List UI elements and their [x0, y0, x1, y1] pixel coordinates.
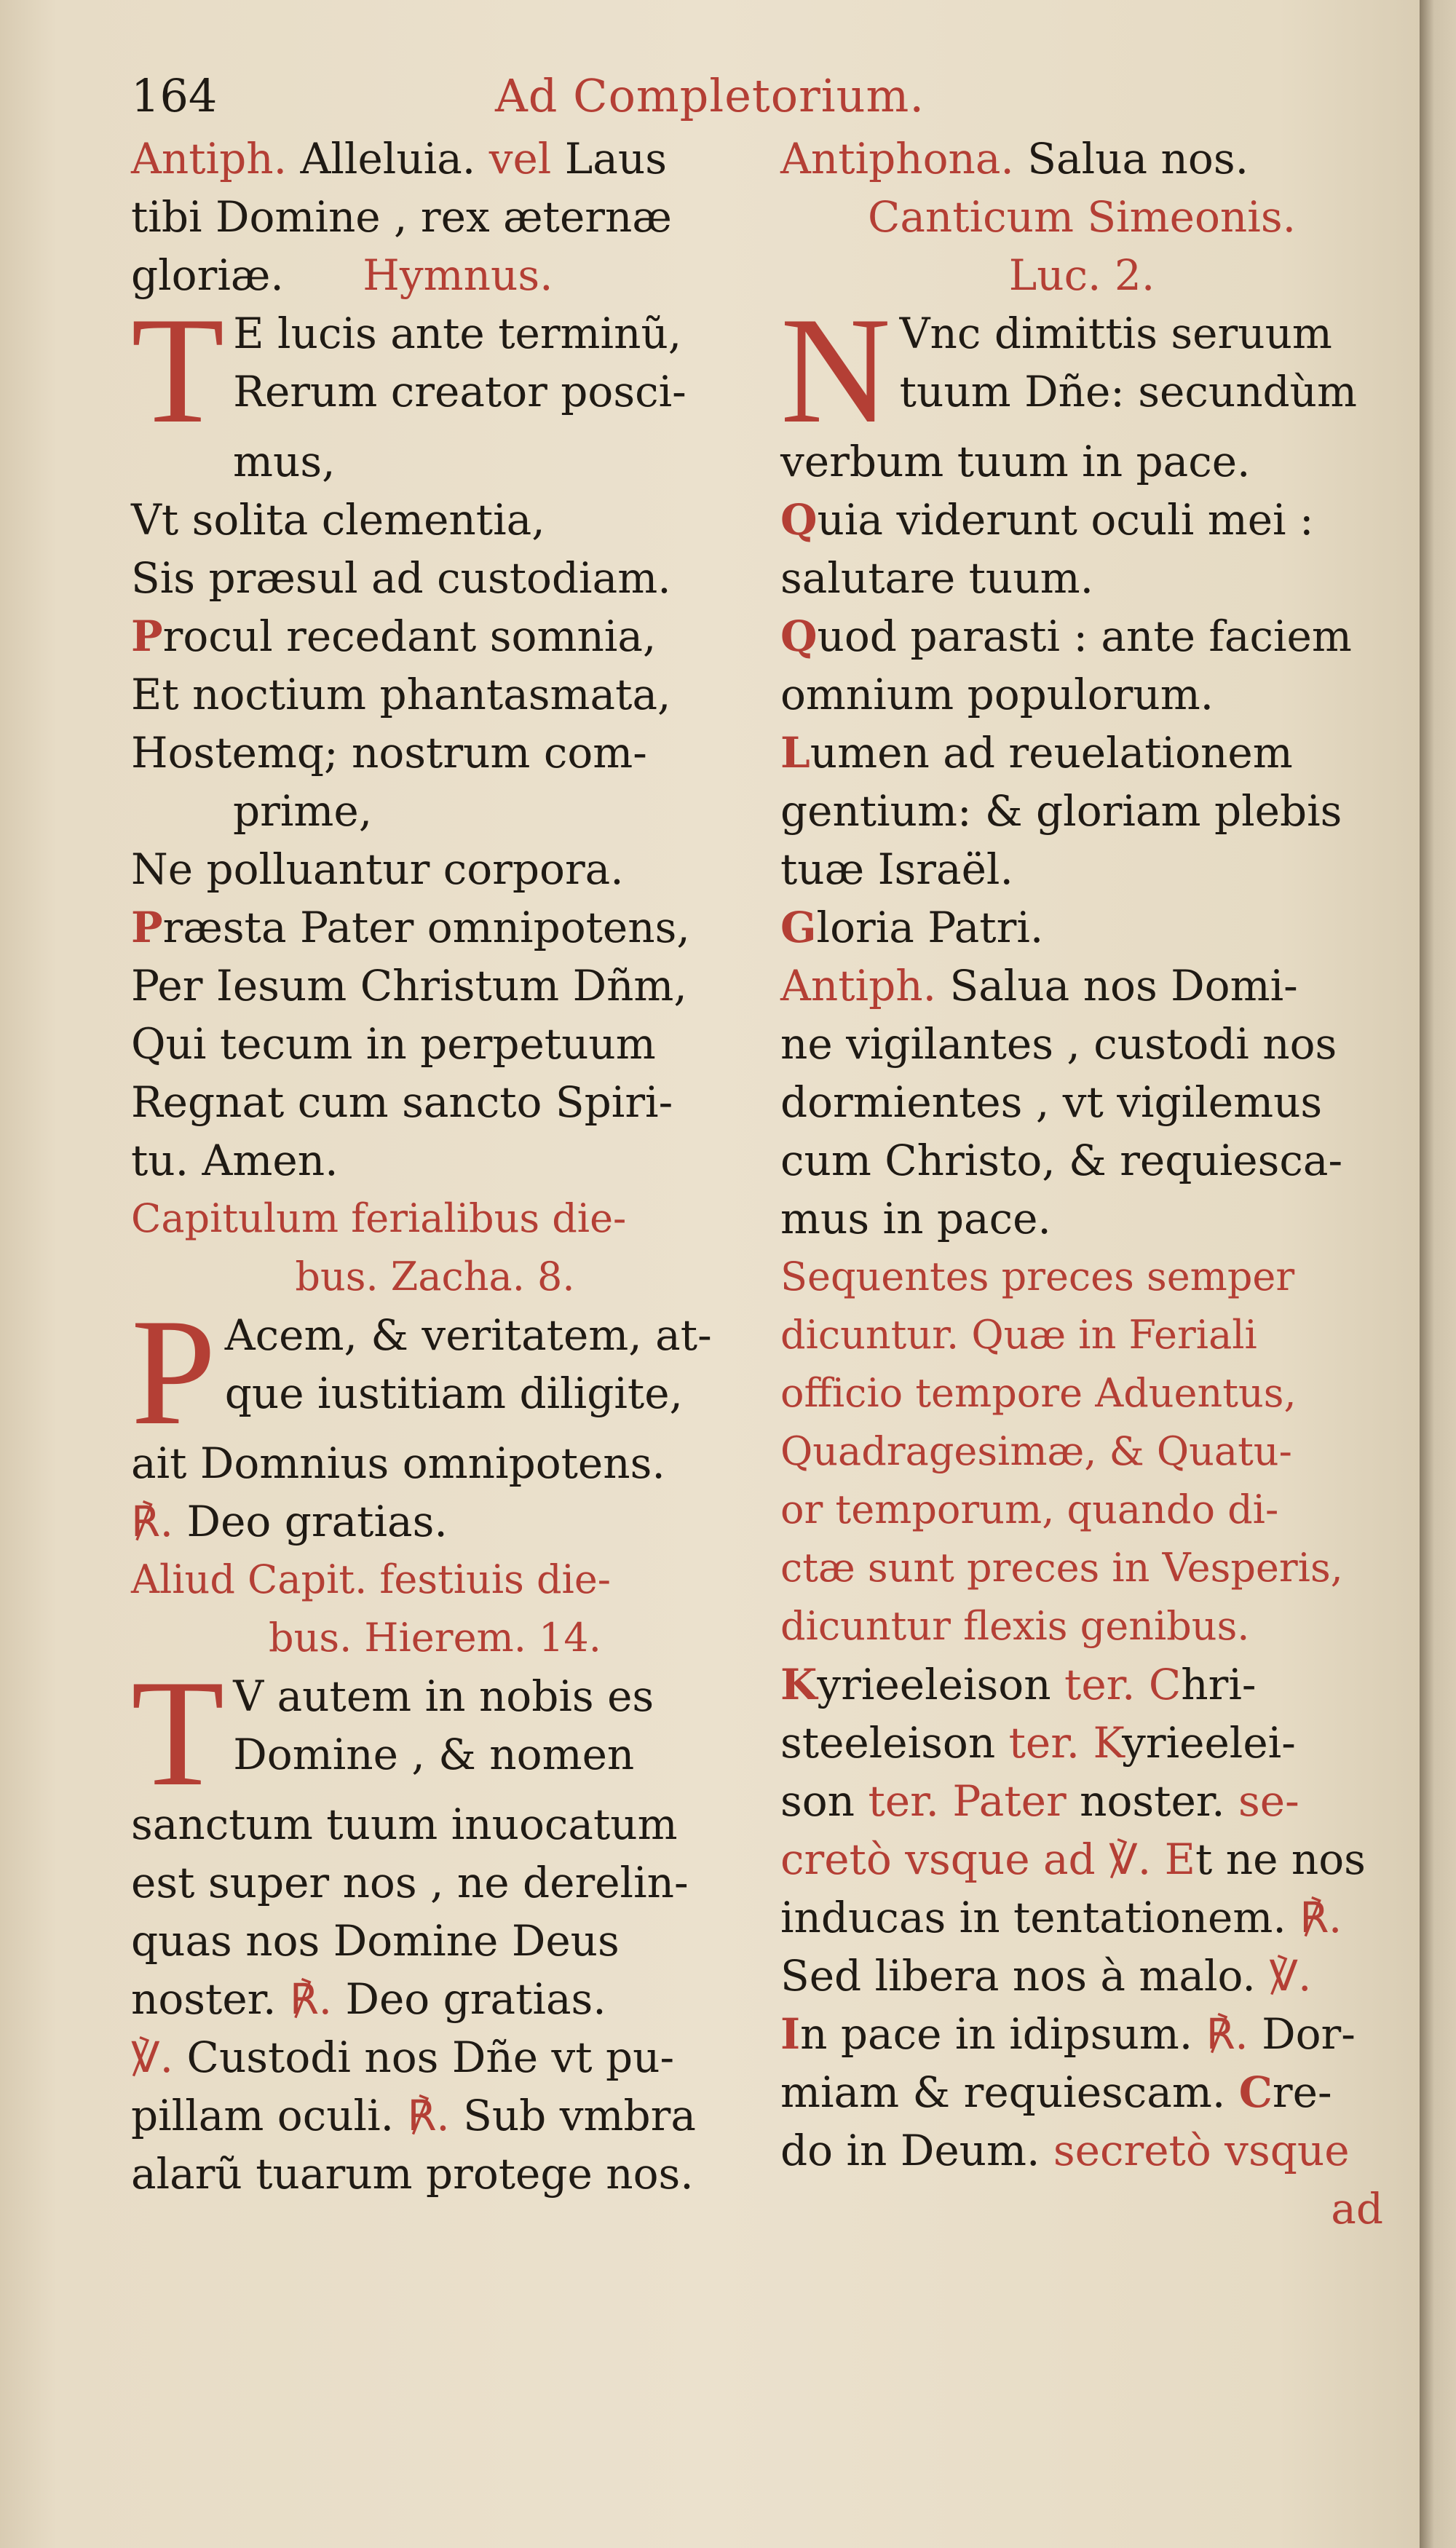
text-line: sanctum tuum inuocatum: [131, 1800, 678, 1849]
text-line: [780, 1655, 1383, 1714]
text-span: noster.: [1066, 1776, 1239, 1826]
chapter-heading: bus. Zacha. 8.: [295, 1254, 575, 1299]
text-line: tuum Dñe: secundùm: [899, 367, 1358, 416]
text-line: Rerum creator posci-: [233, 367, 687, 416]
text-line: [131, 246, 739, 304]
text-line: E lucis ante terminũ,: [233, 309, 682, 358]
text-line: ne vigilantes , custodi nos: [780, 1019, 1337, 1069]
text-line: Vt solita clementia,: [131, 495, 545, 545]
text-line: gentium: & gloriam plebis: [780, 786, 1342, 836]
text-line: Qui tecum in perpetuum: [131, 1019, 656, 1069]
adjacent-page-edge: [1420, 0, 1456, 2548]
text-line: [131, 130, 739, 188]
rubric-instruction: officio tempore Aduentus,: [780, 1370, 1297, 1416]
rubric-label: secretò vsque: [1053, 2126, 1350, 2175]
text-line: cum Christo, & requiesca-: [780, 1136, 1343, 1185]
text-line: tu. Amen.: [131, 1136, 339, 1185]
text-line: [780, 130, 1383, 188]
initial-letter: L: [780, 728, 810, 778]
page-number: 164: [131, 69, 218, 122]
text-line: V autem in nobis es: [233, 1671, 654, 1721]
text-span: do in Deum.: [780, 2126, 1053, 2175]
canticle-heading: Canticum Simeonis.: [867, 192, 1297, 242]
text-span: loria Patri.: [816, 903, 1044, 952]
text-span: uia viderunt oculi mei :: [817, 495, 1314, 545]
hymn-heading: Hymnus.: [363, 250, 553, 300]
catchword: ad: [1331, 2184, 1383, 2234]
text-span: n pace in idipsum.: [800, 2009, 1206, 2059]
initial-letter: I: [780, 2009, 801, 2059]
text-line: [131, 2086, 739, 2145]
text-line: [780, 2063, 1383, 2121]
text-span: Alleluia.: [287, 134, 489, 183]
text-span: umen ad reuelationem: [810, 728, 1293, 778]
text-line: [780, 1772, 1383, 1830]
text-line: Vnc dimittis seruum: [899, 309, 1332, 358]
text-line: ait Domnius omnipotens.: [131, 1439, 665, 1488]
text-line: prime,: [233, 786, 373, 836]
response-symbol: ℟.: [131, 1497, 174, 1546]
text-line: Et noctium phantasmata,: [131, 670, 671, 719]
text-span: inducas in tentationem.: [780, 1893, 1300, 1942]
text-line: verbum tuum in pace.: [780, 437, 1251, 486]
rubric-label: vel: [488, 134, 552, 183]
left-column: [131, 130, 739, 2203]
text-line: Hostemq; nostrum com-: [131, 728, 647, 778]
text-line: mus in pace.: [780, 1194, 1051, 1243]
text-span: yrieelei-: [1122, 1718, 1296, 1768]
rubric-instruction: dicuntur flexis genibus.: [780, 1603, 1250, 1649]
text-span: noster.: [131, 1974, 290, 2024]
page-header: [0, 69, 1420, 127]
text-line: [131, 607, 739, 665]
rubric-label: Antiphona.: [780, 134, 1014, 183]
initial-letter: Q: [780, 612, 818, 661]
chapter-heading: Capitulum ferialibus die-: [131, 1195, 627, 1241]
text-line: [780, 1888, 1383, 1947]
response-symbol: ℟.: [407, 2091, 450, 2140]
text-span: Deo gratias.: [173, 1497, 448, 1546]
text-span: gloriæ.: [131, 250, 298, 300]
text-line: [131, 1492, 739, 1551]
initial-letter: E: [1151, 1835, 1196, 1884]
text-line: Sis præsul ad custodiam.: [131, 553, 671, 603]
text-span: Sed libera nos à malo.: [780, 1951, 1270, 2001]
running-head: Ad Completorium.: [494, 69, 925, 122]
initial-letter: K: [780, 1660, 818, 1709]
response-symbol: ℟.: [1299, 1893, 1342, 1942]
text-line: [780, 2005, 1383, 2063]
rubric-label: Antiph.: [131, 134, 288, 183]
text-span: ræsta Pater omnipotens,: [162, 903, 690, 952]
text-span: Salua nos.: [1013, 134, 1249, 183]
text-line: Domine , & nomen: [233, 1730, 635, 1779]
rubric-label: se-: [1238, 1776, 1299, 1826]
text-span: Laus: [551, 134, 667, 183]
text-span: uod parasti : ante faciem: [817, 612, 1352, 661]
rubric-instruction: Quadragesimæ, & Quatu-: [780, 1428, 1292, 1474]
text-line: omnium populorum.: [780, 670, 1214, 719]
text-span: yrieeleison: [817, 1660, 1065, 1709]
text-line: Acem, & veritatem, at-: [224, 1310, 712, 1360]
rubric-label: Antiph.: [780, 961, 937, 1010]
text-span: rocul recedant somnia,: [162, 612, 657, 661]
initial-letter: G: [780, 903, 817, 952]
hymn-verse: [131, 304, 739, 432]
canticle-reference: Luc. 2.: [1008, 250, 1155, 300]
text-span: Dor-: [1248, 2009, 1356, 2059]
text-span: re-: [1272, 2068, 1332, 2117]
text-span: hri-: [1181, 1660, 1257, 1709]
rubric-label: ter.: [1064, 1660, 1136, 1709]
drop-cap: P: [131, 1306, 216, 1434]
chapter-text: [131, 1306, 739, 1434]
rubric-label: cretò vsque ad ℣.: [780, 1835, 1152, 1884]
text-span: Sub vmbra: [449, 2091, 696, 2140]
text-line: quas nos Domine Deus: [131, 1916, 620, 1966]
rubric-instruction: or temporum, quando di-: [780, 1487, 1279, 1532]
text-line: [780, 491, 1383, 549]
text-line: tuæ Israël.: [780, 844, 1013, 894]
drop-cap: T: [131, 304, 225, 432]
text-line: Per Iesum Christum Dñm,: [131, 961, 687, 1010]
response-symbol: ℟.: [1206, 2009, 1249, 2059]
initial-letter: P: [131, 903, 163, 952]
drop-cap: T: [131, 1667, 225, 1795]
right-column: [780, 130, 1383, 2238]
text-line: dormientes , vt vigilemus: [780, 1077, 1323, 1127]
text-line: salutare tuum.: [780, 553, 1094, 603]
text-line: [780, 1830, 1383, 1888]
text-span: Salua nos Domi-: [936, 961, 1298, 1010]
text-line: Regnat cum sancto Spiri-: [131, 1077, 673, 1127]
rubric-label: ter.: [1008, 1718, 1080, 1768]
initial-letter: P: [131, 612, 163, 661]
rubric-label: Pater: [938, 1776, 1067, 1826]
initial-letter: Q: [780, 495, 818, 545]
text-line: [780, 1714, 1383, 1772]
text-span: steeleison: [780, 1718, 1009, 1768]
text-span: Custodi nos Dñe vt pu-: [173, 2033, 675, 2082]
chapter-heading: Aliud Capit. festiuis die-: [131, 1556, 612, 1602]
text-line: [780, 957, 1383, 1015]
rubric-instruction: Sequentes preces semper: [780, 1254, 1295, 1299]
versicle-symbol: ℣.: [131, 2033, 174, 2082]
initial-letter: C: [1135, 1660, 1182, 1709]
text-line: [131, 2028, 739, 2086]
initial-letter: C: [1238, 2068, 1273, 2117]
text-span: son: [780, 1776, 869, 1826]
text-line: mus,: [233, 437, 336, 486]
chapter-heading: bus. Hierem. 14.: [269, 1615, 601, 1661]
versicle-symbol: ℣.: [1269, 1951, 1312, 2001]
text-line: [131, 1970, 739, 2028]
text-span: t ne nos: [1195, 1835, 1366, 1884]
chapter-text: [131, 1667, 739, 1795]
text-line: [780, 607, 1383, 665]
rubric-instruction: ctæ sunt preces in Vesperis,: [780, 1545, 1343, 1591]
response-symbol: ℟.: [289, 1974, 333, 2024]
text-line: est super nos , ne derelin-: [131, 1858, 689, 1907]
text-line: Ne polluantur corpora.: [131, 844, 624, 894]
drop-cap: N: [780, 304, 891, 432]
rubric-instruction: dicuntur. Quæ in Feriali: [780, 1312, 1257, 1358]
text-line: [780, 2121, 1383, 2180]
text-span: miam & requiescam.: [780, 2068, 1239, 2117]
canticle-verse: [780, 304, 1383, 432]
rubric-label: ter.: [868, 1776, 939, 1826]
text-line: [131, 898, 739, 957]
text-line: [780, 1947, 1383, 2005]
text-line: alarũ tuarum protege nos.: [131, 2149, 694, 2199]
text-span: Deo gratias.: [332, 1974, 606, 2024]
text-span: pillam oculi.: [131, 2091, 408, 2140]
initial-letter: K: [1080, 1718, 1123, 1768]
text-line: [780, 724, 1383, 782]
text-line: tibi Domine , rex æternæ: [131, 192, 672, 242]
text-line: [780, 898, 1383, 957]
text-line: que iustitiam diligite,: [224, 1369, 683, 1418]
